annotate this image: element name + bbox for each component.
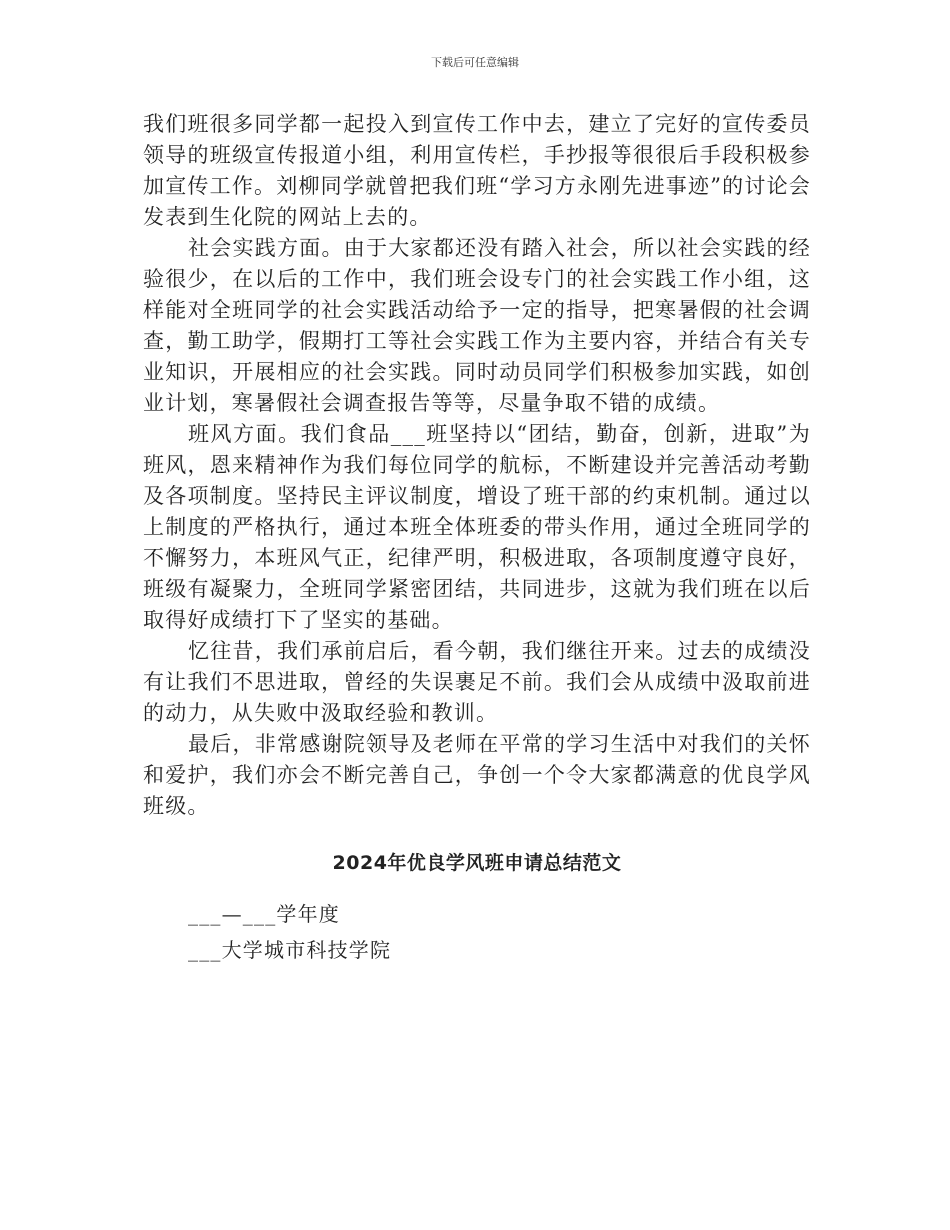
document-body bbox=[143, 109, 811, 968]
paragraph-class-style: 班风方面。我们食品___班坚持以“团结，勤奋，创新，进取”为班风，恩来精神作为我们每位同学的航标，不断建设并完善活动考勤及各项制度。坚持民主评议制度，增设了班干部的约束机制。通过以上制度的严格执行，通过本班全体班委的带头作用，通过全班同学的不懈努力，本班风气正，纪律严明，积极进取，各项制度遵守良好，班级有凝聚力，全班同学紧密团结，共同进步，这就为我们班在以后取得好成绩打下了坚实的基础。 bbox=[143, 422, 811, 632]
section-title: 2024年优良学风班申请总结范文 bbox=[332, 852, 622, 874]
page-header-note: 下载后可任意编辑 bbox=[431, 56, 519, 69]
paragraph-reflection: 忆往昔，我们承前启后，看今朝，我们继往开来。过去的成绩没有让我们不思进取，曾经的失误裹足不前。我们会从成绩中汲取前进的动力，从失败中汲取经验和教训。 bbox=[143, 639, 811, 725]
school-name-line: ___大学城市科技学院 bbox=[188, 938, 392, 962]
paragraph-thanks: 最后，非常感谢院领导及老师在平常的学习生活中对我们的关怀和爱护，我们亦会不断完善自己，争创一个令大家都满意的优良学风班级。 bbox=[143, 732, 811, 818]
paragraph-publicity: 我们班很多同学都一起投入到宣传工作中去，建立了完好的宣传委员领导的班级宣传报道小组，利用宣传栏，手抄报等很很后手段积极参加宣传工作。刘柳同学就曾把我们班“学习方永刚先进事迹”的讨论会发表到生化院的网站上去的。 bbox=[143, 112, 811, 229]
academic-year-line: ___—___学年度 bbox=[188, 902, 340, 926]
paragraph-social-practice: 社会实践方面。由于大家都还没有踏入社会，所以社会实践的经验很少，在以后的工作中，我们班会设专门的社会实践工作小组，这样能对全班同学的社会实践活动给予一定的指导，把寒暑假的社会调查，勤工助学，假期打工等社会实践工作为主要内容，并结合有关专业知识，开展相应的社会实践。同时动员同学们积极参加实践，如创业计划，寒暑假社会调查报告等等，尽量争取不错的成绩。 bbox=[143, 236, 811, 415]
